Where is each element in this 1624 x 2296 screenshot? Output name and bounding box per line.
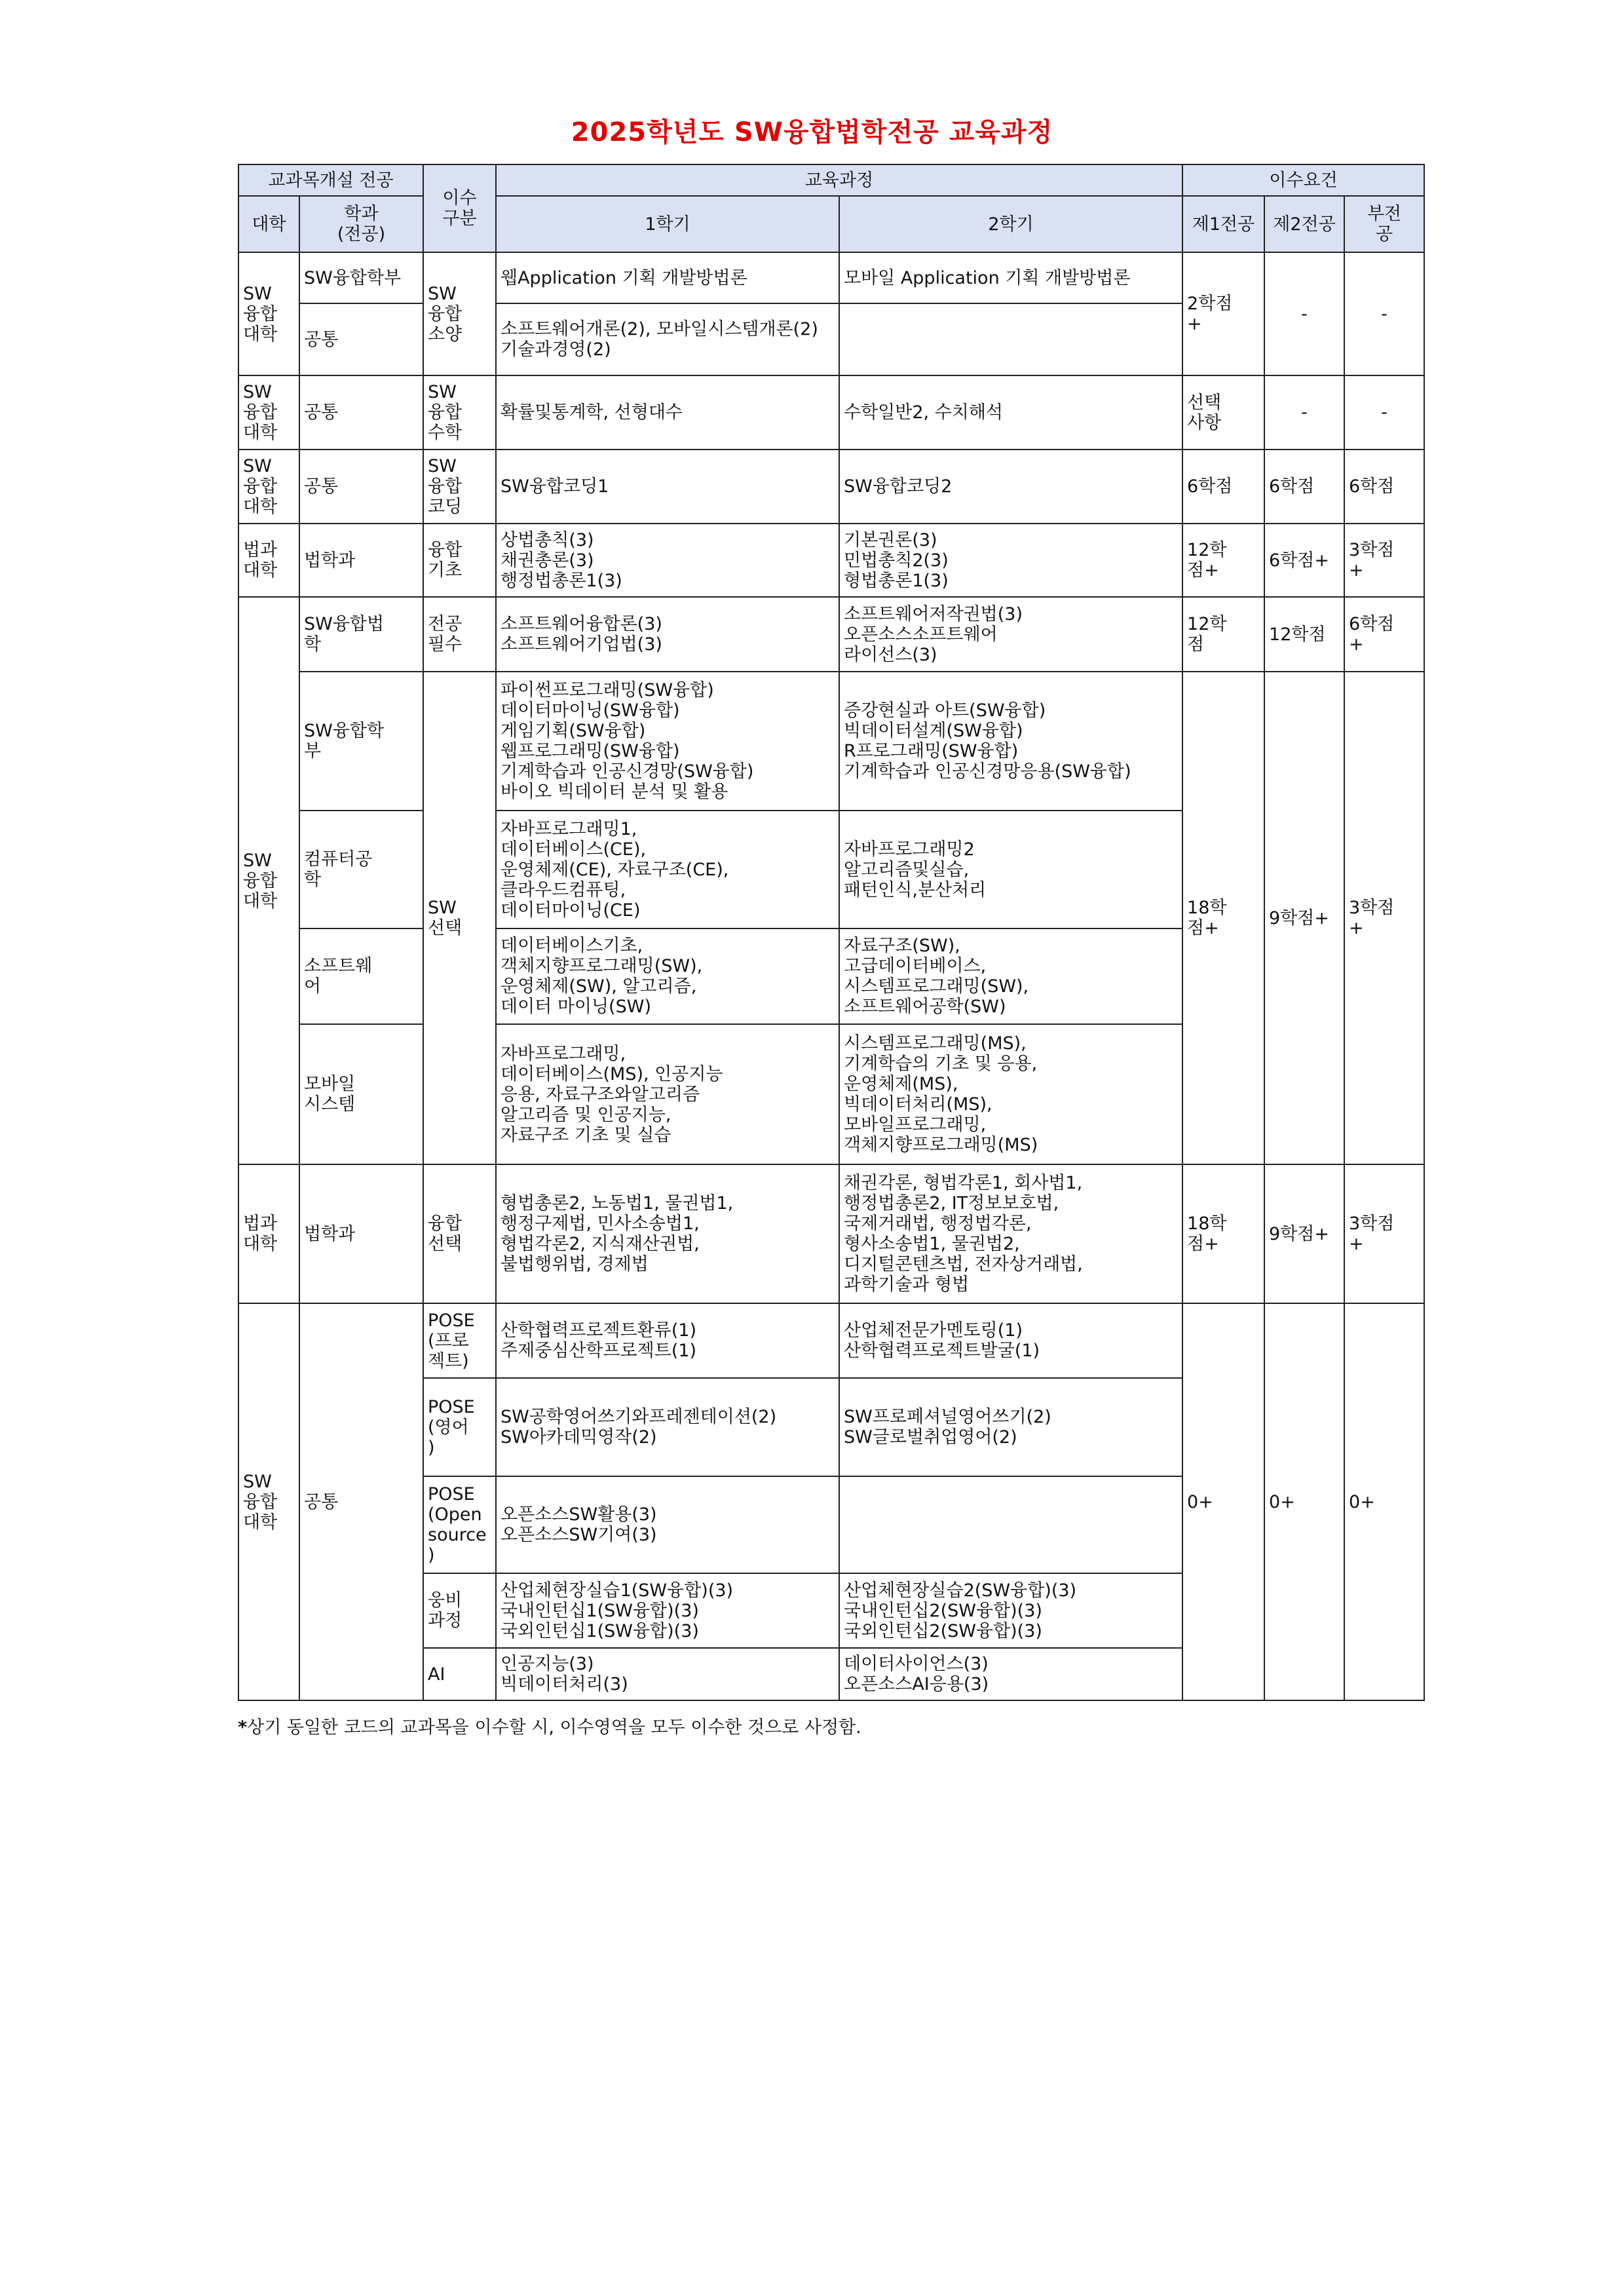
semester-2-cell: 소프트웨어저작권법(3) 오픈소스소프트웨어 라이선스(3) <box>839 597 1182 672</box>
college-cell: 법과 대학 <box>238 524 299 597</box>
document-title: 2025학년도 SW융합법학전공 교육과정 <box>571 117 1053 147</box>
minor-req: - <box>1344 375 1424 450</box>
completion-type-cell: POSE (프로 젝트) <box>423 1303 496 1378</box>
semester-2-cell: 산업체전문가멘토링(1) 산학협력프로젝트발굴(1) <box>839 1303 1182 1378</box>
semester-2-cell: 자료구조(SW), 고급데이터베이스, 시스템프로그래밍(SW), 소프트웨어공학(SW) <box>839 928 1182 1024</box>
semester-2-cell: 자바프로그래밍2 알고리즘및실습, 패턴인식,분산처리 <box>839 811 1182 928</box>
department-cell: SW융합법 학 <box>299 597 423 672</box>
first-major-req: 0+ <box>1182 1303 1264 1700</box>
college-cell: SW 융합 대학 <box>238 252 299 375</box>
header-semester-2: 2학기 <box>839 196 1182 252</box>
second-major-req: 12학점 <box>1264 597 1344 672</box>
header-opening-major: 교과목개설 전공 <box>238 164 423 196</box>
completion-type-cell: 전공 필수 <box>423 597 496 672</box>
semester-1-cell: 파이썬프로그래밍(SW융합) 데이터마이닝(SW융합) 게임기획(SW융합) 웹프로그래밍(SW융합) 기계학습과 인공신경망(SW융합) 바이오 빅데이터 분석 및 활용 <box>496 672 839 811</box>
table-row <box>238 1303 1424 1378</box>
department-cell: 모바일 시스템 <box>299 1024 423 1164</box>
footnote-text: 상기 동일한 코드의 교과목을 이수할 시, 이수영역을 모두 이수한 것으로 사정함. <box>247 1717 861 1738</box>
completion-type-cell: SW 융합 수학 <box>423 375 496 450</box>
first-major-req: 12학 점 <box>1182 597 1264 672</box>
semester-1-cell: 데이터베이스기초, 객체지향프로그래밍(SW), 운영체제(SW), 알고리즘, 데이터 마이닝(SW) <box>496 928 839 1024</box>
department-cell: 법학과 <box>299 524 423 597</box>
first-major-req: 12학 점+ <box>1182 524 1264 597</box>
semester-2-cell <box>839 303 1182 375</box>
header-curriculum: 교육과정 <box>496 164 1182 196</box>
second-major-req: 0+ <box>1264 1303 1344 1700</box>
semester-1-cell: SW융합코딩1 <box>496 450 839 524</box>
semester-1-cell: 인공지능(3) 빅데이터처리(3) <box>496 1648 839 1700</box>
minor-req: 3학점 + <box>1344 1164 1424 1303</box>
department-cell: 공통 <box>299 375 423 450</box>
footnote <box>238 1713 861 1738</box>
table-row <box>238 375 1424 450</box>
completion-type-cell: SW 선택 <box>423 672 496 1164</box>
semester-1-cell: 웹Application 기획 개발방법론 <box>496 252 839 303</box>
department-cell: 공통 <box>299 1303 423 1700</box>
completion-type-cell: 융합 선택 <box>423 1164 496 1303</box>
semester-1-cell: 형법총론2, 노동법1, 물권법1, 행정구제법, 민사소송법1, 형법각론2, 지식재산권법, 불법행위법, 경제법 <box>496 1164 839 1303</box>
minor-req: 3학점 + <box>1344 524 1424 597</box>
header-second-major: 제2전공 <box>1264 196 1344 252</box>
college-cell: SW 융합 대학 <box>238 597 299 1164</box>
minor-req: 3학점 + <box>1344 672 1424 1164</box>
semester-2-cell: 증강현실과 아트(SW융합) 빅데이터설계(SW융합) R프로그래밍(SW융합) 기계학습과 인공신경망응용(SW융합) <box>839 672 1182 811</box>
semester-1-cell: 상법총칙(3) 채권총론(3) 행정법총론1(3) <box>496 524 839 597</box>
table-row <box>238 597 1424 672</box>
minor-req: 0+ <box>1344 1303 1424 1700</box>
semester-2-cell <box>839 1476 1182 1573</box>
header-completion-type: 이수 구분 <box>423 164 496 252</box>
semester-2-cell: SW융합코딩2 <box>839 450 1182 524</box>
header-row-1 <box>238 164 1424 196</box>
semester-1-cell: 소프트웨어개론(2), 모바일시스템개론(2) 기술과경영(2) <box>496 303 839 375</box>
department-cell: SW융합학부 <box>299 252 423 303</box>
completion-type-cell: AI <box>423 1648 496 1700</box>
semester-2-cell: 채권각론, 형법각론1, 회사법1, 행정법총론2, IT정보보호법, 국제거래법, 행정법각론, 형사소송법1, 물권법2, 디지털콘텐츠법, 전자상거래법, 과학기술과 형법 <box>839 1164 1182 1303</box>
college-cell: SW 융합 대학 <box>238 1303 299 1700</box>
table-row <box>238 450 1424 524</box>
second-major-req: - <box>1264 375 1344 450</box>
semester-1-cell: 산학협력프로젝트환류(1) 주제중심산학프로젝트(1) <box>496 1303 839 1378</box>
college-cell: SW 융합 대학 <box>238 375 299 450</box>
completion-type-cell: POSE (영어 ) <box>423 1378 496 1476</box>
header-first-major: 제1전공 <box>1182 196 1264 252</box>
semester-2-cell: 시스템프로그래밍(MS), 기계학습의 기초 및 응용, 운영체제(MS), 빅데이터처리(MS), 모바일프로그래밍, 객체지향프로그래밍(MS) <box>839 1024 1182 1164</box>
semester-2-cell: 산업체현장실습2(SW융합)(3) 국내인턴십2(SW융합)(3) 국외인턴십2(SW융합)(3) <box>839 1573 1182 1648</box>
second-major-req: 6학점 <box>1264 450 1344 524</box>
first-major-req: 6학점 <box>1182 450 1264 524</box>
minor-req: 6학점 + <box>1344 597 1424 672</box>
completion-type-cell: SW 융합 코딩 <box>423 450 496 524</box>
semester-2-cell: 기본권론(3) 민법총칙2(3) 형법총론1(3) <box>839 524 1182 597</box>
semester-1-cell: SW공학영어쓰기와프레젠테이션(2) SW아카데믹영작(2) <box>496 1378 839 1476</box>
completion-type-cell: 융합 기초 <box>423 524 496 597</box>
semester-2-cell: 데이터사이언스(3) 오픈소스AI응용(3) <box>839 1648 1182 1700</box>
semester-1-cell: 소프트웨어융합론(3) 소프트웨어기업법(3) <box>496 597 839 672</box>
department-cell: SW융합학 부 <box>299 672 423 811</box>
semester-2-cell: SW프로페셔널영어쓰기(2) SW글로벌취업영어(2) <box>839 1378 1182 1476</box>
college-cell: 법과 대학 <box>238 1164 299 1303</box>
semester-1-cell: 산업체현장실습1(SW융합)(3) 국내인턴십1(SW융합)(3) 국외인턴십1(SW융합)(3) <box>496 1573 839 1648</box>
minor-req: - <box>1344 252 1424 375</box>
first-major-req: 18학 점+ <box>1182 672 1264 1164</box>
completion-type-cell: SW 융합 소양 <box>423 252 496 375</box>
completion-type-cell: 웅비 과정 <box>423 1573 496 1648</box>
college-cell: SW 융합 대학 <box>238 450 299 524</box>
curriculum-table <box>238 164 1425 1701</box>
header-college: 대학 <box>238 196 299 252</box>
footnote-mark: * <box>238 1717 248 1738</box>
first-major-req: 18학 점+ <box>1182 1164 1264 1303</box>
department-cell: 공통 <box>299 450 423 524</box>
department-cell: 소프트웨 어 <box>299 928 423 1024</box>
semester-2-cell: 모바일 Application 기획 개발방법론 <box>839 252 1182 303</box>
semester-2-cell: 수학일반2, 수치해석 <box>839 375 1182 450</box>
department-cell: 컴퓨터공 학 <box>299 811 423 928</box>
second-major-req: - <box>1264 252 1344 375</box>
header-department: 학과 (전공) <box>299 196 423 252</box>
semester-1-cell: 확률및통계학, 선형대수 <box>496 375 839 450</box>
table-row <box>238 672 1424 811</box>
semester-1-cell: 자바프로그래밍, 데이터베이스(MS), 인공지능 응용, 자료구조와알고리즘 알고리즘 및 인공지능, 자료구조 기초 및 실습 <box>496 1024 839 1164</box>
header-requirements: 이수요건 <box>1182 164 1424 196</box>
semester-1-cell: 오픈소스SW활용(3) 오픈소스SW기여(3) <box>496 1476 839 1573</box>
completion-type-cell: POSE (Open source ) <box>423 1476 496 1573</box>
minor-req: 6학점 <box>1344 450 1424 524</box>
header-minor: 부전 공 <box>1344 196 1424 252</box>
semester-1-cell: 자바프로그래밍1, 데이터베이스(CE), 운영체제(CE), 자료구조(CE), 클라우드컴퓨팅, 데이터마이닝(CE) <box>496 811 839 928</box>
first-major-req: 2학점 + <box>1182 252 1264 375</box>
department-cell: 법학과 <box>299 1164 423 1303</box>
table-row <box>238 252 1424 303</box>
first-major-req: 선택 사항 <box>1182 375 1264 450</box>
table-row <box>238 524 1424 597</box>
second-major-req: 9학점+ <box>1264 672 1344 1164</box>
header-row-2 <box>238 196 1424 252</box>
header-semester-1: 1학기 <box>496 196 839 252</box>
second-major-req: 9학점+ <box>1264 1164 1344 1303</box>
department-cell: 공통 <box>299 303 423 375</box>
second-major-req: 6학점+ <box>1264 524 1344 597</box>
table-row <box>238 1164 1424 1303</box>
